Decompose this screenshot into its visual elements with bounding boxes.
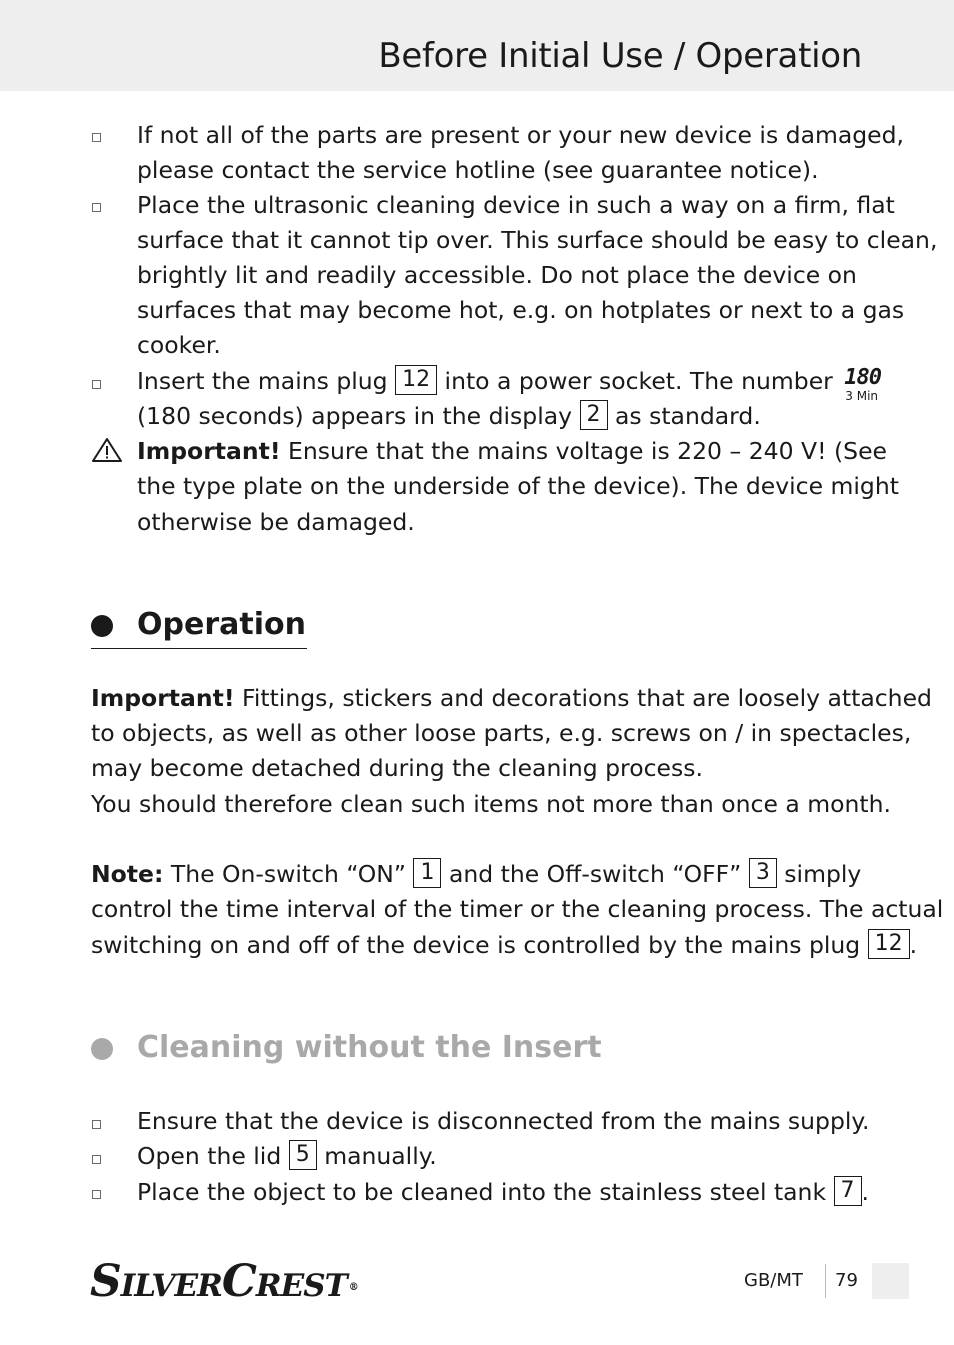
paragraph-line: to objects, as well as other loose parts, e.g. screws on / in spectacles, [91, 719, 912, 747]
bullet-square-icon [92, 1190, 101, 1199]
heading-underline [91, 648, 307, 649]
part-ref-lid: 5 [289, 1140, 317, 1170]
display-digits: 180 [844, 365, 882, 390]
warning-line: the type plate on the underside of the device). The device might [137, 472, 899, 500]
footer-tab-marker [872, 1263, 909, 1299]
text-run: switching on and off of the device is controlled by the mains plug [91, 931, 868, 959]
section-heading-cleaning: Cleaning without the Insert [137, 1030, 602, 1065]
section-bullet-icon [91, 615, 113, 637]
text-run: and the Off-switch “OFF” [441, 860, 749, 888]
paragraph-line: You should therefore clean such items not more than once a month. [91, 790, 891, 818]
text-run: into a power socket. The number [437, 367, 841, 395]
brand-logo: SILVERCREST ® [90, 1256, 358, 1307]
footer-divider [825, 1264, 826, 1298]
warning-line [137, 434, 887, 469]
bullet-square-icon [92, 133, 101, 142]
paragraph-line: may become detached during the cleaning process. [91, 754, 703, 782]
paragraph-line [91, 857, 861, 892]
part-ref-tank: 7 [834, 1176, 862, 1206]
note-label: Note: [91, 860, 164, 888]
important-label: Important! [91, 684, 235, 712]
list-item-line: surface that it cannot tip over. This surface should be easy to clean, [137, 226, 938, 254]
text-run: The On-switch “ON” [163, 860, 414, 888]
text-run: simply [776, 860, 862, 888]
bullet-square-icon [92, 203, 101, 212]
part-ref-display: 2 [580, 400, 608, 430]
part-ref-mains-plug: 12 [868, 929, 910, 959]
text-run: manually. [316, 1142, 437, 1170]
text-run: . [909, 931, 918, 959]
list-item-line: surfaces that may become hot, e.g. on hotplates or next to a gas [137, 296, 905, 324]
display-readout-icon [844, 364, 884, 403]
warning-label: Important! [137, 437, 281, 465]
list-item-line: Ensure that the device is disconnected from the mains supply. [137, 1107, 870, 1135]
list-item-line [137, 399, 761, 434]
text-run: Ensure that the mains voltage is 220 – 240 V! (See [280, 437, 887, 465]
text-run: Place the object to be cleaned into the stainless steel tank [137, 1178, 834, 1206]
text-run: as standard. [607, 402, 761, 430]
bullet-square-icon [92, 380, 101, 389]
text-run: Open the lid [137, 1142, 289, 1170]
list-item-line: If not all of the parts are present or your new device is damaged, [137, 121, 905, 149]
list-item-line: cooker. [137, 331, 221, 359]
bullet-square-icon [92, 1155, 101, 1164]
list-item-line: please contact the service hotline (see guarantee notice). [137, 156, 819, 184]
part-ref-off-switch: 3 [749, 858, 777, 888]
warning-triangle-icon [91, 437, 123, 463]
section-heading-operation: Operation [137, 607, 306, 642]
page-number: 79 [835, 1270, 858, 1291]
list-item-line: brightly lit and readily accessible. Do not place the device on [137, 261, 857, 289]
footer-language: GB/MT [744, 1270, 803, 1291]
list-item-line [137, 1175, 869, 1210]
text-run: Insert the mains plug [137, 367, 396, 395]
display-sub-label: 3 Min [845, 389, 879, 403]
paragraph-line: control the time interval of the timer or the cleaning process. The actual [91, 895, 944, 923]
page-title: Before Initial Use / Operation [378, 36, 862, 76]
paragraph-line [91, 681, 932, 716]
bullet-square-icon [92, 1120, 101, 1129]
text-run: Fittings, stickers and decorations that are loosely attached [234, 684, 932, 712]
part-ref-mains-plug: 12 [395, 365, 437, 395]
paragraph-line [91, 928, 917, 963]
warning-line: otherwise be damaged. [137, 508, 415, 536]
list-item-line [137, 364, 884, 403]
text-run: . [861, 1178, 870, 1206]
list-item-line [137, 1139, 437, 1174]
section-bullet-icon [91, 1038, 113, 1060]
text-run: (180 seconds) appears in the display [137, 402, 580, 430]
part-ref-on-switch: 1 [413, 858, 441, 888]
list-item-line: Place the ultrasonic cleaning device in such a way on a firm, flat [137, 191, 895, 219]
